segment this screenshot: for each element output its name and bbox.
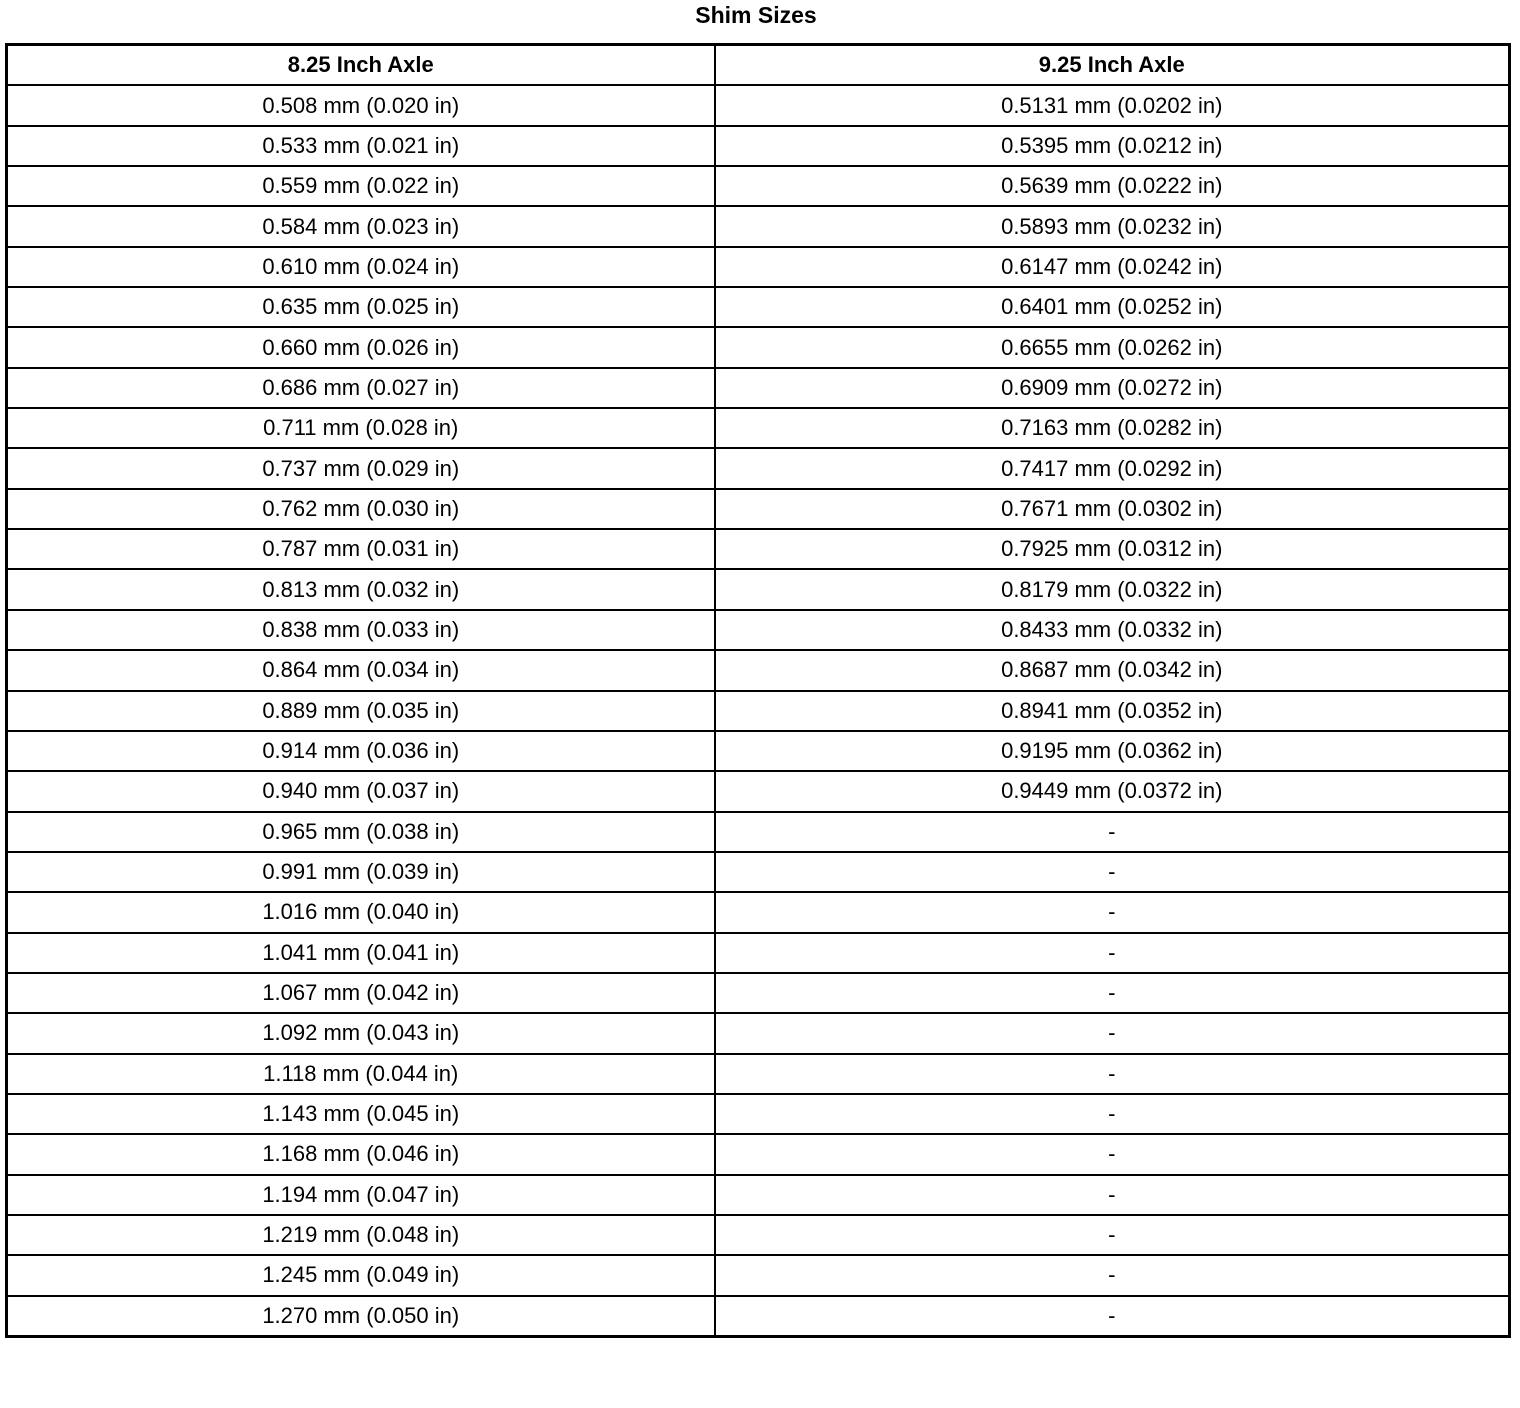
table-row [7,973,1510,1013]
cell-8-25-inch-axle: 0.610 mm (0.024 in) [7,247,715,287]
cell-9-25-inch-axle: 0.8941 mm (0.0352 in) [715,691,1510,731]
table-row [7,1255,1510,1295]
table-row [7,327,1510,367]
header-row [7,45,1510,86]
cell-8-25-inch-axle: 1.245 mm (0.049 in) [7,1255,715,1295]
cell-8-25-inch-axle: 0.864 mm (0.034 in) [7,650,715,690]
table-row [7,610,1510,650]
cell-9-25-inch-axle: 0.9195 mm (0.0362 in) [715,731,1510,771]
table-row [7,1094,1510,1134]
cell-8-25-inch-axle: 0.559 mm (0.022 in) [7,166,715,206]
cell-9-25-inch-axle: - [715,812,1510,852]
cell-9-25-inch-axle: - [715,1134,1510,1174]
table-row [7,1175,1510,1215]
table-row [7,569,1510,609]
cell-8-25-inch-axle: 0.711 mm (0.028 in) [7,408,715,448]
cell-8-25-inch-axle: 0.914 mm (0.036 in) [7,731,715,771]
table-row [7,247,1510,287]
table-row [7,448,1510,488]
table-row [7,650,1510,690]
table-row [7,126,1510,166]
table-title: Shim Sizes [695,2,817,28]
cell-8-25-inch-axle: 0.762 mm (0.030 in) [7,489,715,529]
cell-8-25-inch-axle: 1.092 mm (0.043 in) [7,1013,715,1053]
cell-8-25-inch-axle: 0.508 mm (0.020 in) [7,85,715,125]
cell-8-25-inch-axle: 1.041 mm (0.041 in) [7,933,715,973]
cell-9-25-inch-axle: 0.8433 mm (0.0332 in) [715,610,1510,650]
cell-8-25-inch-axle: 1.270 mm (0.050 in) [7,1296,715,1337]
cell-9-25-inch-axle: 0.6655 mm (0.0262 in) [715,327,1510,367]
cell-9-25-inch-axle: 0.5639 mm (0.0222 in) [715,166,1510,206]
cell-9-25-inch-axle: 0.5395 mm (0.0212 in) [715,126,1510,166]
cell-8-25-inch-axle: 1.143 mm (0.045 in) [7,1094,715,1134]
cell-8-25-inch-axle: 1.016 mm (0.040 in) [7,892,715,932]
table-row [7,691,1510,731]
cell-8-25-inch-axle: 1.219 mm (0.048 in) [7,1215,715,1255]
cell-9-25-inch-axle: - [715,933,1510,973]
table-row [7,892,1510,932]
cell-9-25-inch-axle: 0.6909 mm (0.0272 in) [715,368,1510,408]
cell-8-25-inch-axle: 1.118 mm (0.044 in) [7,1054,715,1094]
table-row [7,1134,1510,1174]
table-row [7,85,1510,125]
table-row [7,529,1510,569]
shim-sizes-table [5,43,1511,1338]
cell-9-25-inch-axle: 0.8179 mm (0.0322 in) [715,569,1510,609]
cell-9-25-inch-axle: - [715,852,1510,892]
cell-8-25-inch-axle: 0.787 mm (0.031 in) [7,529,715,569]
cell-8-25-inch-axle: 0.737 mm (0.029 in) [7,448,715,488]
cell-9-25-inch-axle: - [715,1296,1510,1337]
cell-9-25-inch-axle: - [715,1094,1510,1134]
cell-8-25-inch-axle: 0.838 mm (0.033 in) [7,610,715,650]
table-header [7,45,1510,86]
cell-8-25-inch-axle: 0.533 mm (0.021 in) [7,126,715,166]
cell-8-25-inch-axle: 0.940 mm (0.037 in) [7,771,715,811]
cell-8-25-inch-axle: 0.660 mm (0.026 in) [7,327,715,367]
cell-9-25-inch-axle: 0.7163 mm (0.0282 in) [715,408,1510,448]
cell-9-25-inch-axle: - [715,1175,1510,1215]
cell-9-25-inch-axle: 0.5893 mm (0.0232 in) [715,206,1510,246]
cell-9-25-inch-axle: 0.9449 mm (0.0372 in) [715,771,1510,811]
table-row [7,731,1510,771]
table-row [7,1215,1510,1255]
cell-8-25-inch-axle: 0.686 mm (0.027 in) [7,368,715,408]
cell-9-25-inch-axle: 0.7671 mm (0.0302 in) [715,489,1510,529]
cell-8-25-inch-axle: 0.889 mm (0.035 in) [7,691,715,731]
cell-9-25-inch-axle: 0.8687 mm (0.0342 in) [715,650,1510,690]
table-row [7,368,1510,408]
cell-8-25-inch-axle: 0.584 mm (0.023 in) [7,206,715,246]
table-row [7,771,1510,811]
column-header-8-25-inch-axle: 8.25 Inch Axle [7,45,715,86]
table-row [7,933,1510,973]
table-row [7,166,1510,206]
cell-9-25-inch-axle: - [715,892,1510,932]
table-row [7,1296,1510,1337]
cell-9-25-inch-axle: 0.6147 mm (0.0242 in) [715,247,1510,287]
cell-8-25-inch-axle: 0.965 mm (0.038 in) [7,812,715,852]
table-row [7,1013,1510,1053]
table-row [7,489,1510,529]
cell-9-25-inch-axle: - [715,1255,1510,1295]
column-header-9-25-inch-axle: 9.25 Inch Axle [715,45,1510,86]
table-row [7,1054,1510,1094]
table-row [7,206,1510,246]
cell-9-25-inch-axle: - [715,973,1510,1013]
cell-8-25-inch-axle: 1.067 mm (0.042 in) [7,973,715,1013]
cell-9-25-inch-axle: 0.7925 mm (0.0312 in) [715,529,1510,569]
cell-9-25-inch-axle: - [715,1215,1510,1255]
table-row [7,852,1510,892]
table-row [7,287,1510,327]
cell-8-25-inch-axle: 1.194 mm (0.047 in) [7,1175,715,1215]
cell-8-25-inch-axle: 0.991 mm (0.039 in) [7,852,715,892]
cell-9-25-inch-axle: - [715,1013,1510,1053]
table-row [7,812,1510,852]
cell-9-25-inch-axle: - [715,1054,1510,1094]
cell-9-25-inch-axle: 0.5131 mm (0.0202 in) [715,85,1510,125]
cell-8-25-inch-axle: 0.635 mm (0.025 in) [7,287,715,327]
cell-8-25-inch-axle: 1.168 mm (0.046 in) [7,1134,715,1174]
cell-9-25-inch-axle: 0.6401 mm (0.0252 in) [715,287,1510,327]
table-body [7,85,1510,1336]
table-row [7,408,1510,448]
cell-9-25-inch-axle: 0.7417 mm (0.0292 in) [715,448,1510,488]
cell-8-25-inch-axle: 0.813 mm (0.032 in) [7,569,715,609]
